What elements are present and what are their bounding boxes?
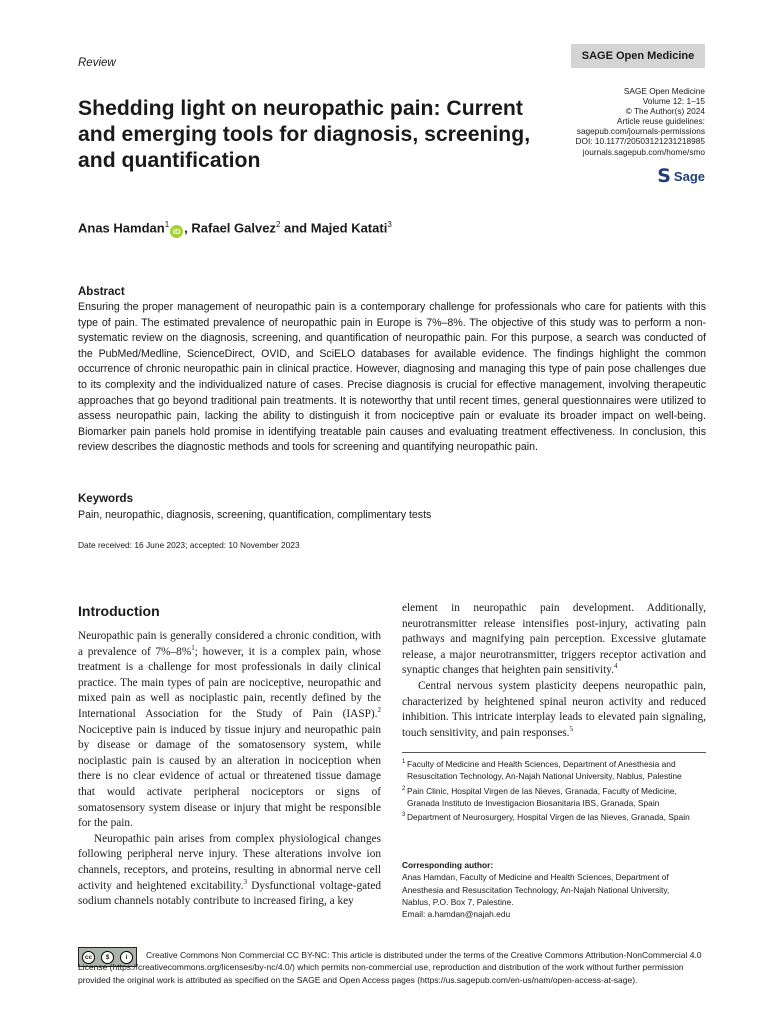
author-affiliation-ref: 2 bbox=[275, 220, 281, 229]
citation-ref[interactable]: 2 bbox=[377, 706, 381, 715]
cc-icon: cc bbox=[82, 951, 95, 964]
text-run: Neuropathic pain arises from complex physiological changes following peripheral nerve injury. These alterations involve ion channels, receptors, and proteins, resulting in abnormal nerve cell activity and heightened excitability. bbox=[78, 832, 381, 892]
text-run: ; however, it is a complex pain, whose treatment is a challenge for most professionals in daily clinical practice. The main types of pain are nociceptive, neuropathic and mixed pain as well as nociplastic pain, recently defined by the International Association for the Study of Pain (IASP). bbox=[78, 645, 381, 720]
meta-reuse-label: Article reuse guidelines: bbox=[616, 116, 705, 127]
citation-ref[interactable]: 1 bbox=[191, 643, 195, 652]
attribution-icon: i bbox=[120, 951, 133, 964]
corresponding-author bbox=[402, 859, 706, 920]
affiliation-item bbox=[402, 785, 706, 810]
paragraph bbox=[78, 629, 381, 832]
footnote-divider bbox=[402, 752, 706, 753]
affiliations bbox=[402, 758, 706, 825]
orcid-icon[interactable]: iD bbox=[170, 225, 183, 238]
date-received: Date received: 16 June 2023; accepted: 10 November 2023 bbox=[78, 540, 300, 550]
text-run: Nociceptive pain is induced by tissue injury and neuropathic pain by disease or damage of the somatosensory system, while nociplastic pain is caused by an alteration in nociception when there is no clear evidence of actual or threatened tissue damage that would activate peripheral nociceptors or signs of somatosensory system disease or injury that might be responsible for the pain. bbox=[78, 723, 381, 830]
meta-journal-link[interactable]: journals.sagepub.com/home/smo bbox=[582, 146, 705, 157]
author-name: Rafael Galvez bbox=[191, 220, 276, 236]
corresponding-email[interactable]: Email: a.hamdan@najah.edu bbox=[402, 909, 511, 920]
abstract-heading: Abstract bbox=[78, 286, 125, 298]
corresponding-line: Anesthesia and Resuscitation Technology, An-Najah National University, bbox=[402, 884, 670, 895]
article-title: Shedding light on neuropathic pain: Current and emerging tools for diagnosis, screening, and quantification bbox=[78, 97, 531, 172]
keywords-text: Pain, neuropathic, diagnosis, screening, quantification, complimentary tests bbox=[78, 509, 432, 521]
paragraph-continued bbox=[402, 601, 706, 679]
affiliation-text: Faculty of Medicine and Health Sciences, Department of Anesthesia and Resuscitation Technology, An-Najah National University, Nablus, Palestine bbox=[407, 759, 682, 782]
meta-doi[interactable]: DOI: 10.1177/20503121231218985 bbox=[575, 136, 705, 147]
text-run: Dysfunctional voltage-gated sodium channels notably contribute to increased firing, a key bbox=[78, 879, 381, 908]
text-run: Central nervous system plasticity deepens neuropathic pain, characterized by heightened spinal neuron activity and reduced inhibition. This intricate interplay leads to elevated pain signaling, touch sensitivity, and pain responses. bbox=[402, 679, 706, 739]
noncommercial-icon: $ bbox=[101, 951, 114, 964]
affiliation-item bbox=[402, 811, 706, 823]
corresponding-line: Nablus, P.O. Box 7, Palestine. bbox=[402, 896, 514, 907]
keywords-heading: Keywords bbox=[78, 493, 133, 505]
meta-journal: SAGE Open Medicine bbox=[623, 86, 705, 96]
abstract-text: Ensuring the proper management of neuropathic pain is a contemporary challenge for professionals who care for patients with this type of pain. The estimated prevalence of neuropathic pain in Europe is 7%–8%. The objective of this study was to perform a non-systematic review on the diagnosis, screening, and quantification of neuropathic pain. For this purpose, a search was conducted of the PubMed/Medline, ScienceDirect, OVID, and SciELO databases for available evidence. The findings highlight the common occurrence of chronic neuropathic pain in clinical practice. However, diagnosing and managing this type of pain pose challenges due to its complexity and the individualized nature of cases. Precise diagnosis is crucial for effective management, involving therapeutic approaches that go beyond traditional pain treatments. It is noteworthy that until recent times, general questionnaires were utilized to assess neuropathic pain, lacking the ability to distinguish it from nociceptive pain or evaluate its broader impact on well-being. Biomarker pain panels hold promise in identifying treatable pain causes and evaluating treatment effectiveness. In conclusion, this review describes the diagnostic methods and tools for screening and quantifying neuropathic pain. bbox=[78, 301, 706, 454]
author-name: Anas Hamdan bbox=[78, 220, 165, 236]
footnote-number: 3 bbox=[402, 812, 406, 819]
meta-permissions-link[interactable]: sagepub.com/journals-permissions bbox=[576, 126, 705, 137]
author-name: Majed Katati bbox=[310, 220, 388, 236]
corresponding-heading: Corresponding author: bbox=[402, 860, 494, 870]
meta-copyright: © The Author(s) 2024 bbox=[625, 106, 705, 117]
citation-ref[interactable]: 4 bbox=[613, 662, 618, 671]
footnote-number: 2 bbox=[402, 785, 406, 792]
affiliation-item bbox=[402, 758, 706, 783]
author-separator: , bbox=[184, 220, 192, 236]
sage-logo bbox=[657, 167, 705, 185]
citation-ref[interactable]: 3 bbox=[243, 877, 247, 886]
author-affiliation-ref: 3 bbox=[387, 220, 392, 229]
author-separator: and bbox=[280, 220, 311, 236]
paragraph bbox=[402, 679, 706, 741]
meta-volume: Volume 12: 1–15 bbox=[642, 96, 705, 107]
affiliation-text: Pain Clinic, Hospital Virgen de las Nieves, Granada, Faculty of Medicine, Granada Instituto de Investigacion Biosanitaria IBS, Granada, Spain bbox=[407, 785, 677, 808]
license-text: Creative Commons Non Commercial CC BY-NC: This article is distributed under the terms of the Creative Commons Attribution-NonCommercial 4.0 License (https://creativecommons.org/licenses/by-nc/4.0/) which permits non-commercial use, reproduction and distribution of the work without further permission provided the original work is attributed as specified on the SAGE and Open Access pages (https://us.sagepub.com/en-us/nam/open-access-at-sage). bbox=[78, 950, 702, 985]
footnote-number: 1 bbox=[402, 759, 406, 765]
author-list bbox=[78, 220, 392, 238]
body-column-right bbox=[402, 601, 706, 741]
author-affiliation-ref: 1 bbox=[164, 220, 170, 229]
paragraph bbox=[78, 832, 381, 910]
affiliation-text: Department of Neurosurgery, Hospital Virgen de las Nieves, Granada, Spain bbox=[407, 812, 690, 823]
sage-s-icon: S bbox=[657, 165, 671, 187]
introduction-heading: Introduction bbox=[78, 603, 160, 619]
citation-ref[interactable]: 5 bbox=[569, 724, 573, 733]
article-type-label: Review bbox=[78, 57, 116, 69]
body-column-left bbox=[78, 629, 381, 910]
journal-badge: SAGE Open Medicine bbox=[571, 44, 705, 68]
text-run: element in neuropathic pain development. Additionally, neurotransmitter release intensifies post-injury, activating pain pathways and magnifying pain perception. Excessive glutamate release, a major neurotransmitter, triggers receptor activation and synaptic changes that heighten pain sensitivity. bbox=[402, 602, 706, 677]
text-run: Neuropathic pain is generally considered a chronic condition, with a prevalence of 7%–8% bbox=[78, 630, 381, 658]
sage-logo-text: Sage bbox=[673, 168, 705, 184]
corresponding-line: Anas Hamdan, Faculty of Medicine and Health Sciences, Department of bbox=[402, 872, 669, 883]
